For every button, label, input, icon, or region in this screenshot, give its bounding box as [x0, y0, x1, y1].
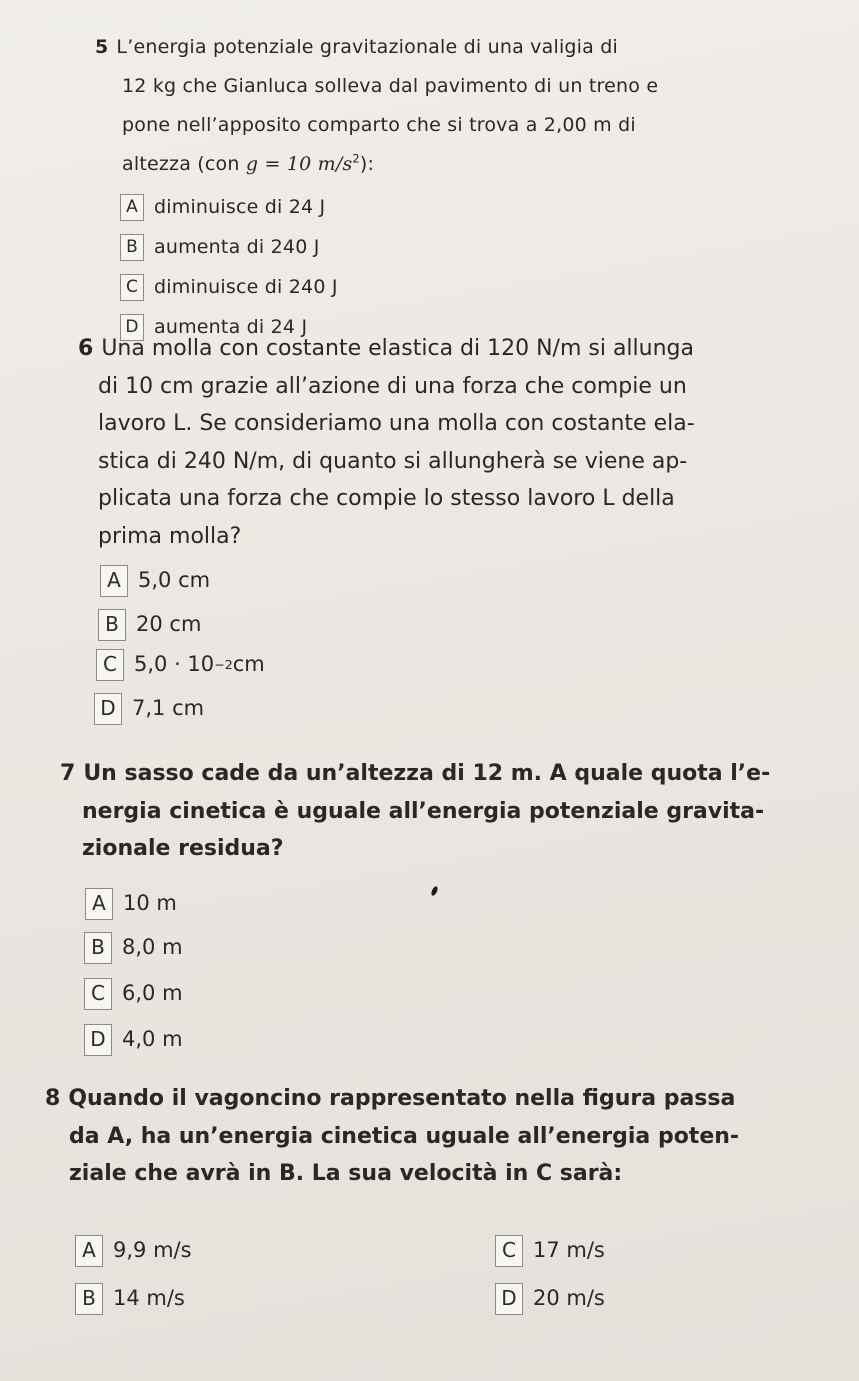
stem-line: da A, ha un’energia cinetica uguale all’energia poten- [69, 1123, 740, 1149]
stem-line: nergia cinetica è uguale all’energia potenziale gravita- [82, 798, 765, 824]
option-text: 20 m/s [533, 1286, 605, 1310]
question-number: 8 [45, 1086, 61, 1111]
option-text: 6,0 m [122, 981, 183, 1005]
option-text: 9,9 m/s [113, 1238, 192, 1262]
option-b[interactable] [120, 228, 320, 267]
option-letter: D [84, 1024, 112, 1056]
option-text: aumenta di 240 J [154, 236, 320, 258]
stem-line: prima molla? [98, 523, 242, 549]
option-letter: B [75, 1283, 103, 1315]
option-letter: A [75, 1235, 103, 1267]
question-number: 6 [78, 336, 94, 361]
option-text: 10 m [123, 891, 177, 915]
option-text: aumenta di 24 J [154, 316, 308, 338]
question-8-stem [45, 1080, 805, 1193]
stem-line: stica di 240 N/m, di quanto si allungherà se viene ap- [98, 448, 688, 474]
option-c[interactable]: C 5,0 · 10 −2 cm [96, 646, 265, 684]
option-letter: B [120, 234, 144, 261]
option-c[interactable] [120, 268, 338, 307]
option-b[interactable] [75, 1280, 185, 1318]
option-text: 4,0 m [122, 1027, 183, 1051]
stem-line: Una molla con costante elastica di 120 N/m si allunga [101, 336, 694, 361]
option-letter: D [495, 1283, 523, 1315]
question-5 [95, 28, 835, 338]
stem-line: di 10 cm grazie all’azione di una forza che compie un [98, 373, 687, 399]
option-letter: A [85, 888, 113, 920]
option-text: 20 cm [136, 612, 202, 636]
stem-line: plicata una forza che compie lo stesso lavoro L della [98, 486, 675, 511]
stem-line: Un sasso cade da un’altezza di 12 m. A quale quota l’e- [83, 761, 771, 786]
option-c[interactable] [495, 1232, 605, 1270]
option-text: 7,1 cm [132, 696, 205, 720]
option-b[interactable] [84, 929, 183, 967]
option-d[interactable] [495, 1280, 605, 1318]
question-7 [60, 755, 780, 1051]
option-d[interactable] [84, 1021, 183, 1059]
option-text: 14 m/s [113, 1286, 185, 1310]
question-7-stem [60, 755, 780, 868]
stem-line: pone nell’apposito comparto che si trova a 2,00 m di [122, 114, 636, 136]
option-a[interactable] [75, 1232, 192, 1270]
option-d[interactable] [94, 690, 204, 728]
option-letter: D [94, 693, 122, 725]
option-text-base: 5,0 · 10 [134, 652, 215, 676]
question-8 [45, 1080, 805, 1310]
stem-line: 12 kg che Gianluca solleva dal pavimento di un treno e [122, 75, 659, 97]
option-letter: B [84, 932, 112, 964]
stem-line: Quando il vagoncino rappresentato nella figura passa [68, 1086, 736, 1111]
option-a[interactable] [100, 562, 210, 600]
stem-line: ziale che avrà in B. La sua velocità in C sarà: [69, 1161, 623, 1186]
option-letter: D [120, 314, 144, 341]
option-text: diminuisce di 240 J [154, 276, 338, 298]
option-a[interactable] [85, 885, 177, 923]
exponent: 2 [352, 151, 360, 166]
option-b[interactable] [98, 606, 201, 644]
stem-line: zionale residua? [82, 836, 284, 861]
option-text: 17 m/s [533, 1238, 605, 1262]
question-5-stem [95, 28, 835, 184]
option-text: 5,0 cm [138, 568, 211, 592]
pen-mark [430, 885, 439, 896]
option-text: diminuisce di 24 J [154, 196, 326, 218]
question-number: 5 [95, 36, 109, 58]
stem-line: lavoro L. Se consideriamo una molla con costante ela- [98, 411, 695, 436]
question-number: 7 [60, 761, 76, 786]
option-text-unit: cm [232, 652, 265, 676]
option-a[interactable] [120, 188, 325, 227]
stem-line: ): [359, 153, 375, 175]
option-letter: A [100, 565, 128, 597]
option-letter: C [120, 274, 144, 301]
stem-line: L’energia potenziale gravitazionale di una valigia di [116, 36, 618, 58]
option-letter: A [120, 194, 144, 221]
option-letter: B [98, 609, 126, 641]
option-letter: C [96, 649, 124, 681]
stem-line: altezza (con [122, 153, 246, 175]
gravity-formula: g = 10 m/s [245, 153, 353, 175]
option-letter: C [495, 1235, 523, 1267]
question-6 [78, 330, 748, 720]
option-text: 8,0 m [122, 935, 183, 959]
option-letter: C [84, 978, 112, 1010]
question-6-stem [78, 330, 748, 555]
option-c[interactable] [84, 975, 183, 1013]
